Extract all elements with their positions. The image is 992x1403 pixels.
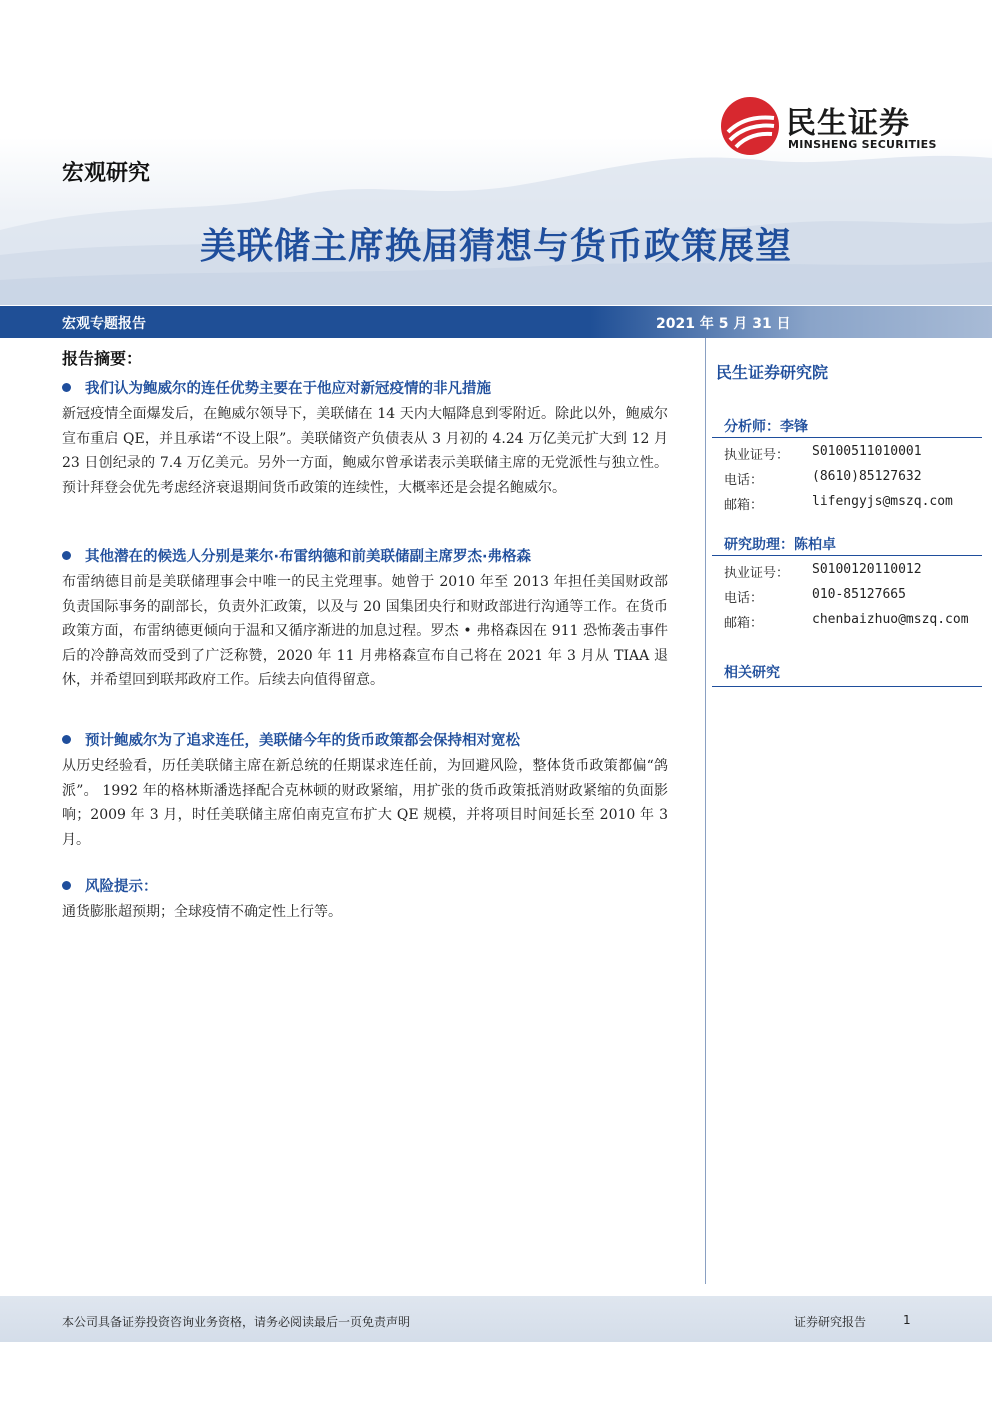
report-info-bar <box>0 306 992 338</box>
assistant-email-key: 邮箱： <box>724 616 764 631</box>
summary-point-body: 通货膨胀超预期；全球疫情不确定性上行等。 <box>62 904 342 920</box>
doc-title: 美联储主席换届猜想与货币政策展望 <box>199 226 792 267</box>
research-institute: 民生证券研究院 <box>716 363 829 382</box>
bullet-icon <box>62 881 71 890</box>
brand-logo <box>720 96 960 160</box>
assistant-phone: 010-85127665 <box>812 587 906 602</box>
page-footer <box>0 1296 992 1342</box>
summary-point-heading: 我们认为鲍威尔的连任优势主要在于他应对新冠疫情的非凡措施 <box>62 377 491 398</box>
header-banner <box>0 0 992 305</box>
summary-point-body: 布雷纳德目前是美联储理事会中唯一的民主党理事。她曾于 2010 年至 2013 年担任美国财政部负责国际事务的副部长，负责外汇政策，以及与 20 国集团央行和财政部进行沟通等工作。在货币政策方面，布雷纳德更倾向于温和又循序渐进的加息过程。罗杰 • 弗格森因在 911 恐怖袭击事件后的冷静高效而受到了广泛称赞，2020 年 11 月弗格森宣布自己将在 2021 年 3 月从 TIAA 退休，并希望回到联邦政府工作。后续去向值得留意。 <box>62 574 668 689</box>
assistant-license-key: 执业证号： <box>724 566 790 581</box>
summary-point-heading: 风险提示： <box>62 875 158 896</box>
summary-point-heading: 预计鲍威尔为了追求连任，美联储今年的货币政策都会保持相对宽松 <box>62 729 520 750</box>
analyst-phone: (8610)85127632 <box>812 469 922 484</box>
analyst-email-key: 邮箱： <box>724 498 764 513</box>
bullet-icon <box>62 383 71 392</box>
column-divider <box>705 338 706 1284</box>
divider <box>712 686 982 687</box>
footer-disclaimer: 本公司具备证券投资咨询业务资格，请务必阅读最后一页免责声明 <box>62 1315 411 1329</box>
bullet-icon <box>62 551 71 560</box>
summary-point-body: 新冠疫情全面爆发后，在鲍威尔领导下，美联储在 14 天内大幅降息到零附近。除此以外，鲍威尔宣布重启 QE，并且承诺“不设上限”。美联储资产负债表从 3 月初的 4.24 万亿美元扩大到 12 月 23 日创纪录的 7.4 万亿美元。另外一方面，鲍威尔曾承诺表示美联储主席的无党派性与独立性。预计拜登会优先考虑经济衰退期间货币政策的连续性，大概率还是会提名鲍威尔。 <box>62 406 668 496</box>
summary-heading: 报告摘要： <box>62 349 143 368</box>
analyst-label: 分析师：李锋 <box>724 419 808 435</box>
report-type: 宏观专题报告 <box>62 316 146 332</box>
assistant-license: S0100120110012 <box>812 562 922 577</box>
analyst-license-key: 执业证号： <box>724 448 790 463</box>
minsheng-logo-icon <box>720 96 780 156</box>
logo-chinese-name: 民生证券 <box>786 106 910 141</box>
divider <box>712 437 982 438</box>
footer-report-type: 证券研究报告 <box>794 1315 867 1329</box>
assistant-phone-key: 电话： <box>724 591 764 606</box>
report-date: 2021 年 5 月 31 日 <box>656 316 791 332</box>
analyst-license: S0100511010001 <box>812 444 922 459</box>
page-number: 1 <box>903 1313 911 1327</box>
analyst-email[interactable]: lifengyjs@mszq.com <box>812 494 953 509</box>
related-research-label: 相关研究 <box>724 665 780 681</box>
analyst-phone-key: 电话： <box>724 473 764 488</box>
assistant-label: 研究助理：陈柏卓 <box>724 537 836 553</box>
summary-point-heading: 其他潜在的候选人分别是莱尔·布雷纳德和前美联储副主席罗杰·弗格森 <box>62 545 531 566</box>
bullet-icon <box>62 735 71 744</box>
divider <box>712 555 982 556</box>
assistant-email[interactable]: chenbaizhuo@mszq.com <box>812 612 969 627</box>
logo-english-name: MINSHENG SECURITIES <box>788 138 937 151</box>
doc-category: 宏观研究 <box>62 161 151 186</box>
summary-point-body: 从历史经验看，历任美联储主席在新总统的任期谋求连任前，为回避风险，整体货币政策都偏“鸽派”。 1992 年的格林斯潘选择配合克林顿的财政紧缩，用扩张的货币政策抵消财政紧缩的负面影响；2009 年 3 月，时任美联储主席伯南克宣布扩大 QE 规模，并将项目时间延长至 2010 年 3 月。 <box>62 758 668 848</box>
